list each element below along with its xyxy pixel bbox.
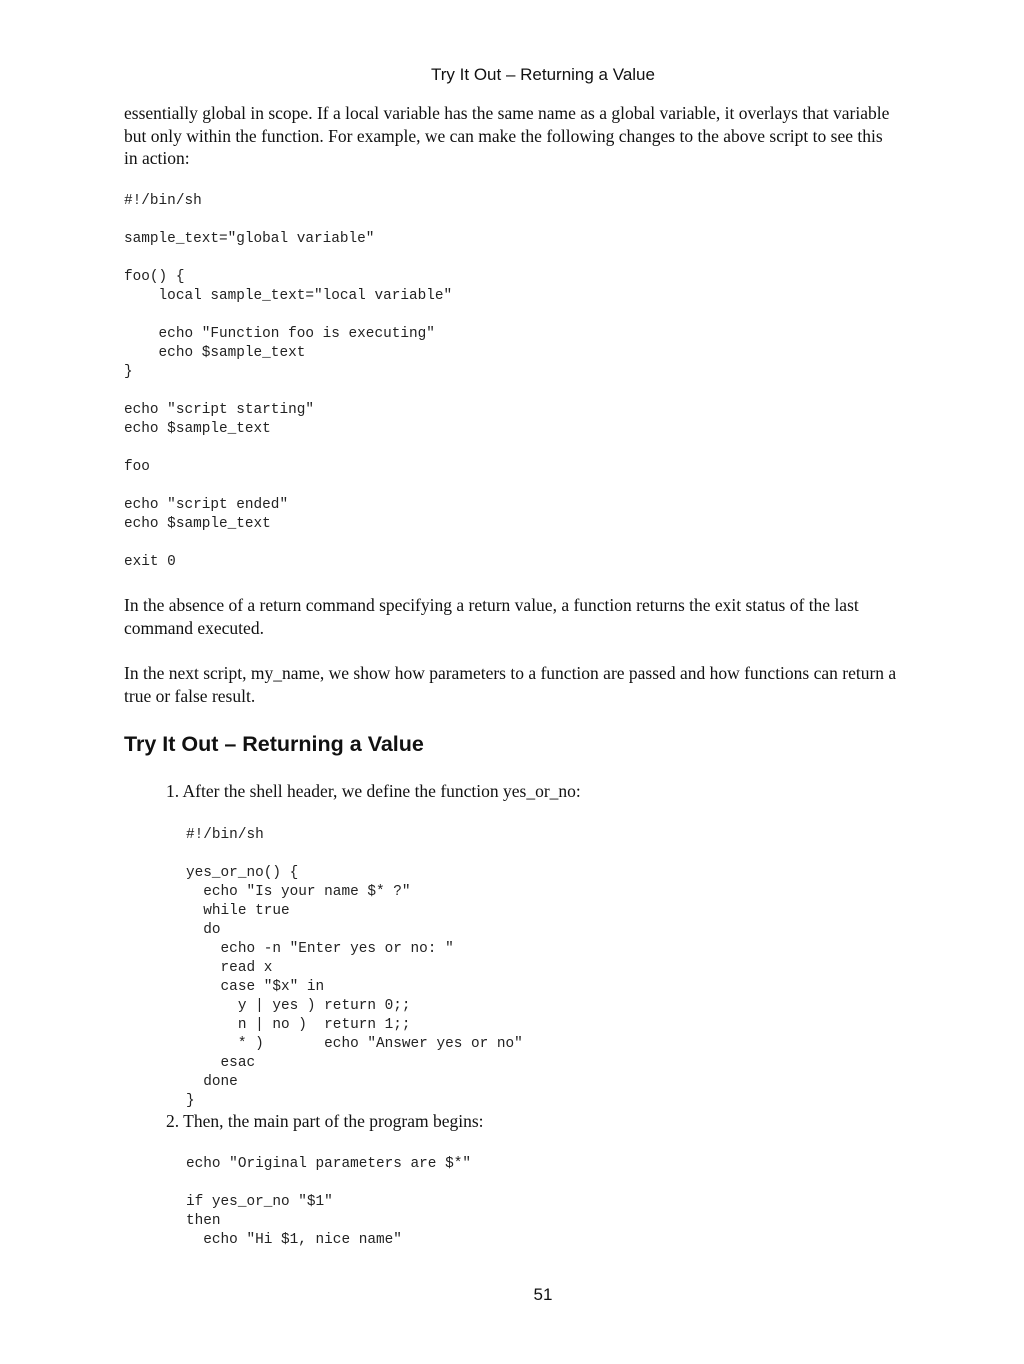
code-line: echo $sample_text [124,345,306,361]
code-line: then [186,1213,221,1229]
code-line: echo $sample_text [124,516,271,532]
code-line [186,845,523,864]
code-line: } [124,364,133,380]
paragraph-line: true or false result. [124,685,256,706]
code-line: echo "Is your name $* ?" [186,884,411,900]
code-line: if yes_or_no "$1" [186,1194,333,1210]
code-line: esac [186,1055,256,1071]
running-header: Try It Out – Returning a Value [431,65,655,84]
code-block-scope-example [124,192,452,572]
intro-paragraph [124,102,964,170]
paragraph-line: command executed. [124,617,264,638]
code-line [124,306,452,325]
paragraph-line: In the next script, my_name, we show how parameters to a function are passed and how functions can return a [124,663,897,683]
code-line: local sample_text="local variable" [124,288,453,304]
code-line: echo "script ended" [124,497,289,513]
code-line [124,382,452,401]
code-line: } [186,1093,195,1109]
step-2-text: 2. Then, the main part of the program begins: [166,1111,484,1131]
code-line: n | no ) return 1;; [186,1017,411,1033]
code-line: y | yes ) return 0;; [186,998,411,1014]
code-line: * ) echo "Answer yes or no" [186,1036,523,1052]
code-block-main-program [186,1155,471,1250]
paragraph-line: in action: [124,148,190,169]
page-number: 51 [533,1285,553,1304]
section-heading: Try It Out – Returning a Value [124,732,424,756]
paragraph-line: In the absence of a return command specifying a return value, a function returns the exit status of the last [124,595,859,615]
my-name-intro-paragraph [124,662,964,707]
code-line: yes_or_no() { [186,865,299,881]
paragraph-line: essentially global in scope. If a local variable has the same name as a global variable, it overlays that variable [124,103,890,123]
paragraph-line: but only within the function. For example, we can make the following changes to the above script to see this [124,125,883,146]
return-status-paragraph [124,594,964,639]
code-line: #!/bin/sh [186,827,264,843]
code-line [186,1174,471,1193]
code-line: foo() { [124,269,185,285]
code-line: echo $sample_text [124,421,271,437]
code-line [124,249,452,268]
code-line: while true [186,903,290,919]
step-1-text: 1. After the shell header, we define the function yes_or_no: [166,781,581,801]
code-line: sample_text="global variable" [124,231,375,247]
code-block-yes-or-no-function [186,826,523,1111]
code-line: echo "script starting" [124,402,314,418]
code-line: exit 0 [124,554,176,570]
code-line [124,534,452,553]
code-line: echo "Original parameters are $*" [186,1156,471,1172]
code-line: echo -n "Enter yes or no: " [186,941,454,957]
code-line: foo [124,459,150,475]
code-line [124,211,452,230]
code-line [124,439,452,458]
code-line [124,477,452,496]
code-line: #!/bin/sh [124,193,202,209]
code-line: read x [186,960,273,976]
code-line: echo "Hi $1, nice name" [186,1232,402,1248]
code-line: echo "Function foo is executing" [124,326,435,342]
code-line: done [186,1074,238,1090]
code-line: case "$x" in [186,979,325,995]
code-line: do [186,922,221,938]
